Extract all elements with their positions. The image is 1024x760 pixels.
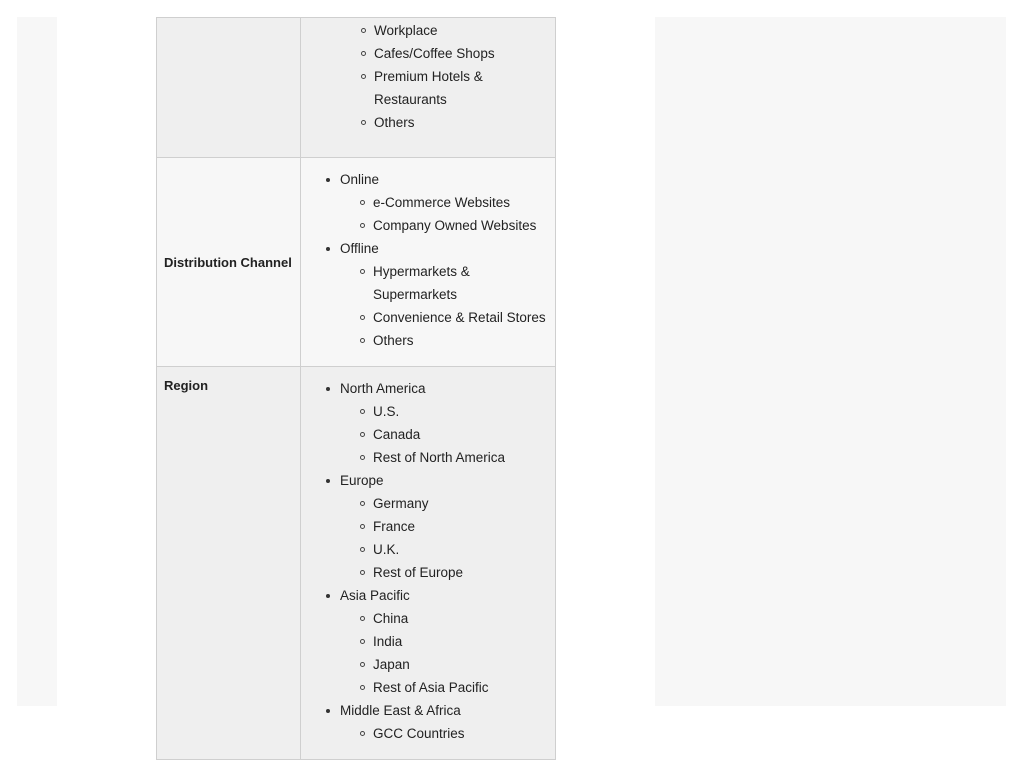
- segment-list: [301, 158, 555, 366]
- group-label: Asia Pacific: [340, 588, 410, 603]
- segment-label-cell: Distribution Channel: [157, 158, 301, 367]
- table-row: [157, 18, 556, 158]
- list-item: Rest of Asia Pacific: [373, 676, 555, 699]
- list-item: Premium Hotels & Restaurants: [374, 65, 555, 111]
- list-item: China: [373, 607, 555, 630]
- table-row: [157, 367, 556, 760]
- left-gutter: [17, 17, 57, 706]
- list-item: Workplace: [374, 19, 555, 42]
- group-label: Middle East & Africa: [340, 703, 461, 718]
- list-item: [321, 469, 555, 584]
- list-item: GCC Countries: [373, 722, 555, 745]
- sub-list: [321, 19, 555, 134]
- sub-list: [340, 722, 555, 745]
- list-item: Hypermarkets & Supermarkets: [373, 260, 555, 306]
- sub-list: [340, 191, 555, 237]
- list-item: [321, 237, 555, 352]
- list-item: Canada: [373, 423, 555, 446]
- list-item: [321, 699, 555, 745]
- list-item: France: [373, 515, 555, 538]
- sub-list: [340, 400, 555, 469]
- list-item: Cafes/Coffee Shops: [374, 42, 555, 65]
- list-item: U.S.: [373, 400, 555, 423]
- sub-list: [340, 260, 555, 352]
- list-item: [321, 584, 555, 699]
- segmentation-table-container: [156, 17, 556, 741]
- table-row: [157, 158, 556, 367]
- list-item: Others: [373, 329, 555, 352]
- list-item: Convenience & Retail Stores: [373, 306, 555, 329]
- sub-list: [340, 607, 555, 699]
- segment-label-cell: Region: [157, 367, 301, 760]
- list-item: Rest of North America: [373, 446, 555, 469]
- list-item: Company Owned Websites: [373, 214, 555, 237]
- segment-values-cell: [301, 158, 556, 367]
- group-label: Offline: [340, 241, 379, 256]
- list-item: Japan: [373, 653, 555, 676]
- list-item: e-Commerce Websites: [373, 191, 555, 214]
- segment-label-cell: [157, 18, 301, 158]
- group-label: North America: [340, 381, 426, 396]
- list-item: Germany: [373, 492, 555, 515]
- list-item: Others: [374, 111, 555, 134]
- segment-values-cell: [301, 367, 556, 760]
- segment-list: [301, 367, 555, 759]
- segment-values-cell: [301, 18, 556, 158]
- right-sidebar-panel: [655, 17, 1006, 706]
- group-label: Europe: [340, 473, 384, 488]
- sub-list: [340, 492, 555, 584]
- list-item: U.K.: [373, 538, 555, 561]
- list-item: India: [373, 630, 555, 653]
- segmentation-table: [156, 17, 556, 760]
- group-label: Online: [340, 172, 380, 187]
- list-item: Rest of Europe: [373, 561, 555, 584]
- list-item: [321, 168, 555, 237]
- list-item: [321, 377, 555, 469]
